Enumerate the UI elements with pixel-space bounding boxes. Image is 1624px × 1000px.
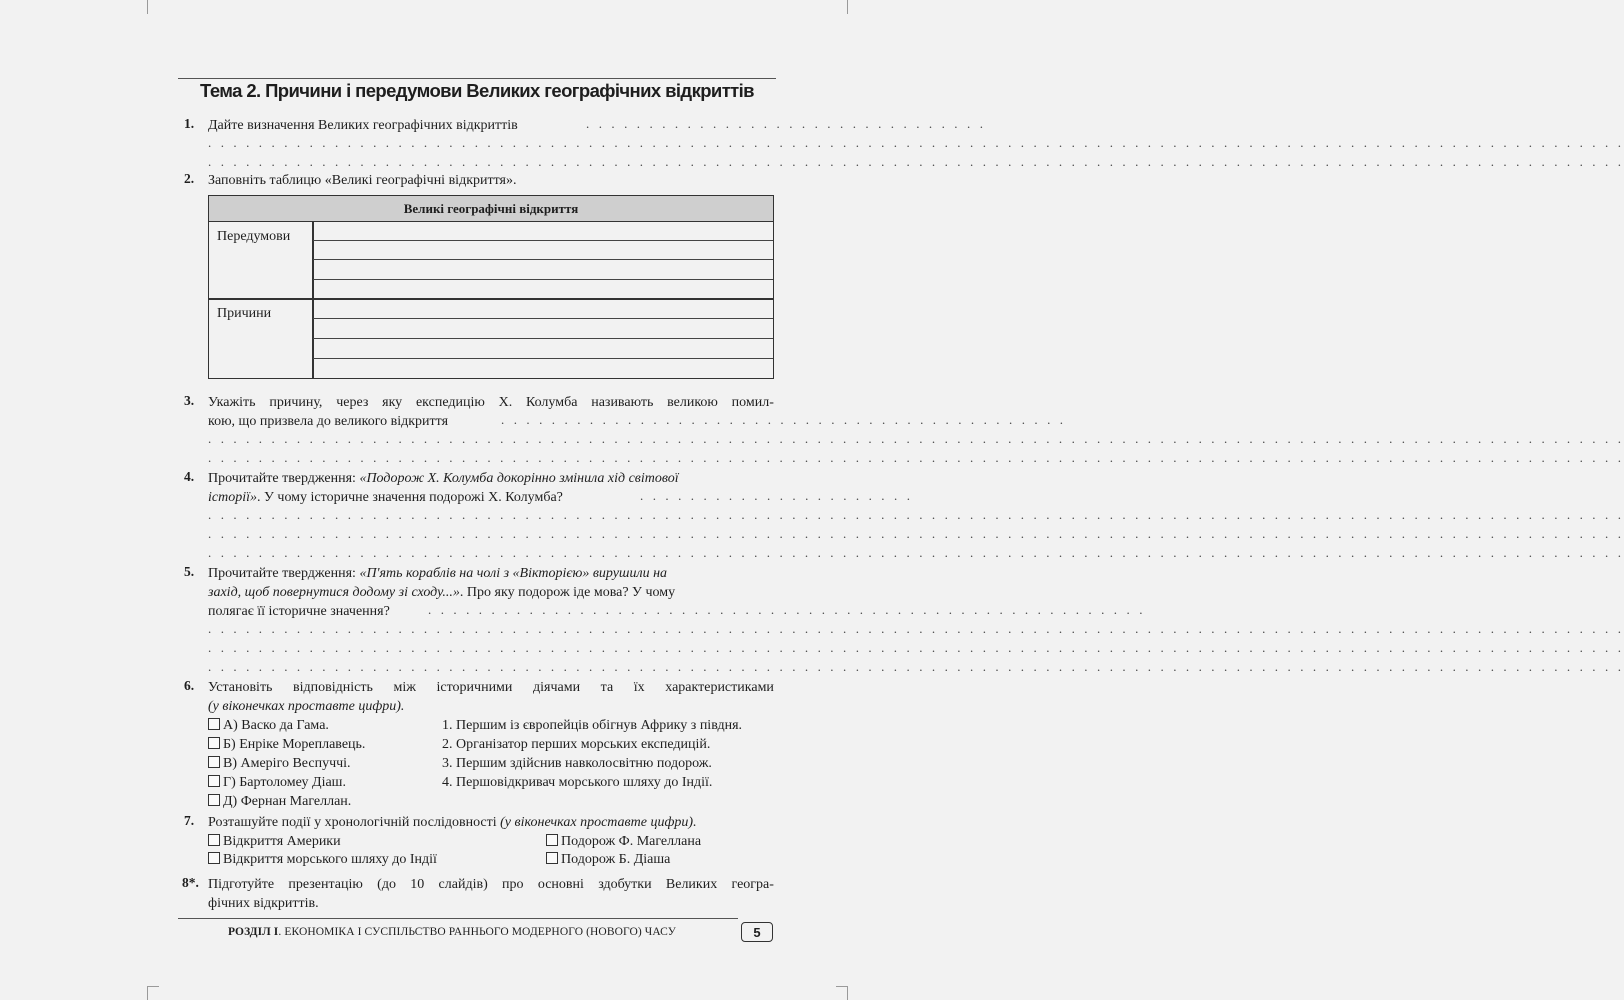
word: Установіть bbox=[208, 680, 273, 695]
match-option-g bbox=[208, 773, 346, 792]
word: експедицію bbox=[415, 395, 485, 410]
question-5-line-3: полягає її історичне значення? bbox=[208, 604, 390, 619]
quote-text: «Подорож Х. Колумба докорінно змінила хід світової bbox=[359, 471, 679, 486]
question-8-number: 8*. bbox=[182, 875, 199, 890]
table-row-label-preconditions: Передумови bbox=[217, 229, 291, 244]
footer-rule bbox=[178, 918, 738, 919]
word: їх bbox=[633, 680, 645, 695]
crop-mark bbox=[847, 0, 848, 14]
table-header: Великі географічні відкриття bbox=[209, 196, 773, 222]
answer-line[interactable]: . . . . . . . . . . . . . . . . . . . . . . . . . . . . . . . . bbox=[586, 116, 987, 131]
word: яку bbox=[382, 395, 403, 410]
match-option-a bbox=[208, 716, 329, 735]
quote-text: захід, щоб повернутися додому зі сходу...» bbox=[208, 585, 460, 600]
answer-line[interactable]: . . . . . . . . . . . . . . . . . . . . . . . . . . . . . . . . . . . . . . . . . . . . . . . . . . . . . . . . . . . . . . . . . . . . . . . . . . . . . . . . . . . . . . . . . . . . . . . . . . . . . . . . . . . . . . . . bbox=[208, 431, 1624, 446]
chronology-label: Відкриття Америки bbox=[223, 834, 341, 849]
chronology-item bbox=[208, 850, 437, 869]
word: називають bbox=[591, 395, 654, 410]
question-3-number: 3. bbox=[184, 393, 195, 408]
word: Укажіть bbox=[208, 395, 256, 410]
crop-mark bbox=[147, 0, 148, 14]
answer-checkbox[interactable] bbox=[546, 834, 558, 846]
chronology-label: Подорож Б. Діаша bbox=[561, 852, 671, 867]
word: (до bbox=[377, 877, 396, 892]
table-answer-line[interactable] bbox=[313, 240, 773, 241]
word: Підготуйте bbox=[208, 877, 275, 892]
chronology-item bbox=[546, 850, 670, 869]
question-6-line-2: (у віконечках проставте цифри). bbox=[208, 699, 405, 714]
match-description-2: 2. Організатор перших морських експедицій. bbox=[442, 737, 711, 752]
table-answer-line[interactable] bbox=[313, 318, 773, 319]
answer-line[interactable]: . . . . . . . . . . . . . . . . . . . . . . . . . . . . . . . . . . . . . . . . . . . . . . . . . . . . . . . . . . . . . . . . . . . . . . . . . . . . . . . . . . . . . . . . . . . . . . . . . . . . . . . . . . . . . . . . bbox=[208, 621, 1624, 636]
word: помил- bbox=[731, 395, 774, 410]
crop-mark bbox=[836, 986, 848, 987]
word: характеристиками bbox=[665, 680, 774, 695]
page-title: Тема 2. Причини і передумови Великих географічних відкриттів bbox=[200, 80, 754, 101]
word: історичними bbox=[436, 680, 513, 695]
match-label: Б) Енріке Мореплавець. bbox=[223, 737, 366, 752]
answer-line[interactable]: . . . . . . . . . . . . . . . . . . . . . . . . . . . . . . . . . . . . . . . . . . . . . . . . . . . . . . . . . . . . . . . . . . . . . . . . . . . . . . . . . . . . . . . . . . . . . . . . . . . . . . . . . . . . . . . . bbox=[208, 659, 1624, 674]
question-4-line-2 bbox=[208, 488, 563, 507]
word: діячами bbox=[533, 680, 581, 695]
chronology-item bbox=[546, 832, 701, 851]
chronology-label: Відкриття морського шляху до Індії bbox=[223, 852, 437, 867]
question-6-number: 6. bbox=[184, 678, 195, 693]
prompt-text: . У чому історичне значення подорожі Х. Колумба? bbox=[257, 490, 563, 505]
question-8-line-2: фічних відкриттів. bbox=[208, 896, 319, 911]
word: відповідність bbox=[293, 680, 373, 695]
word: здобутки bbox=[598, 877, 652, 892]
quote-text: «П'ять кораблів на чолі з «Вікторією» вирушили на bbox=[359, 566, 668, 581]
answer-line[interactable]: . . . . . . . . . . . . . . . . . . . . . . . . . . . . . . . . . . . . . . . . . . . . . . . . . . . . . . . . . . . . . . . . . . . . . . . . . . . . . . . . . . . . . . . . . . . . . . . . . . . . . . . . . . . . . . . . bbox=[208, 507, 1624, 522]
match-description-1: 1. Першим із європейців обігнув Африку з півдня. bbox=[442, 718, 743, 733]
word: великою bbox=[667, 395, 718, 410]
answer-line[interactable]: . . . . . . . . . . . . . . . . . . . . . . bbox=[640, 488, 914, 503]
answer-line[interactable]: . . . . . . . . . . . . . . . . . . . . . . . . . . . . . . . . . . . . . . . . . . . . . . . . . . . . . . . . . bbox=[428, 602, 1146, 617]
word: про bbox=[502, 877, 524, 892]
word: Колумба bbox=[525, 395, 578, 410]
match-label: Д) Фернан Магеллан. bbox=[223, 794, 352, 809]
table-divider bbox=[209, 298, 773, 300]
answer-line[interactable]: . . . . . . . . . . . . . . . . . . . . . . . . . . . . . . . . . . . . . . . . . . . . . . . . . . . . . . . . . . . . . . . . . . . . . . . . . . . . . . . . . . . . . . . . . . . . . . . . . . . . . . . . . . . . . . . . bbox=[208, 154, 1624, 169]
prompt-text: Прочитайте твердження: bbox=[208, 566, 360, 581]
question-3-line-1 bbox=[208, 393, 774, 412]
answer-line[interactable]: . . . . . . . . . . . . . . . . . . . . . . . . . . . . . . . . . . . . . . . . . . . . . . . . . . . . . . . . . . . . . . . . . . . . . . . . . . . . . . . . . . . . . . . . . . . . . . . . . . . . . . . . . . . . . . . . bbox=[208, 450, 1624, 465]
table-answer-line[interactable] bbox=[313, 259, 773, 260]
chronology-label: Подорож Ф. Магеллана bbox=[561, 834, 702, 849]
question-6-line-1 bbox=[208, 678, 774, 697]
footer-section: РОЗДІЛ І bbox=[228, 926, 279, 938]
prompt-text: . Про яку подорож іде мова? У чому bbox=[459, 585, 676, 600]
table-answer-line[interactable] bbox=[313, 338, 773, 339]
question-1-number: 1. bbox=[184, 116, 195, 131]
table-row-label-causes: Причини bbox=[217, 306, 272, 321]
match-label: В) Амеріго Веспуччі. bbox=[223, 756, 351, 771]
footer-text: . ЕКОНОМІКА І СУСПІЛЬСТВО РАННЬОГО МОДЕРНОГО (НОВОГО) ЧАСУ bbox=[278, 926, 677, 938]
question-4-number: 4. bbox=[184, 469, 195, 484]
table-divider bbox=[312, 221, 314, 378]
word: слайдів) bbox=[438, 877, 488, 892]
match-description-3: 3. Першим здійснив навколосвітню подорож. bbox=[442, 756, 712, 771]
question-8-line-1 bbox=[208, 875, 774, 894]
question-7-text bbox=[208, 813, 697, 832]
match-option-v bbox=[208, 754, 351, 773]
question-5-number: 5. bbox=[184, 564, 195, 579]
running-footer bbox=[228, 926, 676, 938]
prompt-text: Прочитайте твердження: bbox=[208, 471, 360, 486]
question-7-number: 7. bbox=[184, 813, 195, 828]
quote-text: історії» bbox=[208, 490, 257, 505]
match-label: Г) Бартоломеу Діаш. bbox=[223, 775, 346, 790]
answer-checkbox[interactable] bbox=[208, 737, 220, 749]
question-3-line-2: кою, що призвела до великого відкриття bbox=[208, 414, 449, 429]
match-description-4: 4. Першовідкривач морського шляху до Індії. bbox=[442, 775, 713, 790]
match-label: А) Васко да Гама. bbox=[223, 718, 329, 733]
answer-line[interactable]: . . . . . . . . . . . . . . . . . . . . . . . . . . . . . . . . . . . . . . . . . . . . . . . . . . . . . . . . . . . . . . . . . . . . . . . . . . . . . . . . . . . . . . . . . . . . . . . . . . . . . . . . . . . . . . . . bbox=[208, 135, 1624, 150]
word: причину, bbox=[269, 395, 323, 410]
answer-line[interactable]: . . . . . . . . . . . . . . . . . . . . . . . . . . . . . . . . . . . . . . . . . . . . . . . . . . . . . . . . . . . . . . . . . . . . . . . . . . . . . . . . . . . . . . . . . . . . . . . . . . . . . . . . . . . . . . . . bbox=[208, 526, 1624, 541]
crop-mark bbox=[847, 986, 848, 1000]
answer-line[interactable]: . . . . . . . . . . . . . . . . . . . . . . . . . . . . . . . . . . . . . . . . . . . . . bbox=[501, 412, 1067, 427]
match-option-b bbox=[208, 735, 365, 754]
worksheet-page bbox=[178, 70, 1624, 950]
answer-checkbox[interactable] bbox=[208, 794, 220, 806]
answer-checkbox[interactable] bbox=[208, 852, 220, 864]
word: між bbox=[393, 680, 416, 695]
word: Великих bbox=[665, 877, 718, 892]
word: Х. bbox=[498, 395, 513, 410]
answer-checkbox[interactable] bbox=[208, 718, 220, 730]
answer-checkbox[interactable] bbox=[208, 775, 220, 787]
title-rule bbox=[178, 78, 776, 79]
prompt-text: Розташуйте події у хронологічній послідовності bbox=[208, 815, 501, 830]
word: та bbox=[600, 680, 614, 695]
crop-mark bbox=[147, 986, 159, 987]
answer-checkbox[interactable] bbox=[208, 756, 220, 768]
word: 10 bbox=[410, 877, 425, 892]
question-5-line-1 bbox=[208, 564, 667, 583]
word: основні bbox=[537, 877, 584, 892]
discoveries-table bbox=[208, 195, 774, 379]
answer-checkbox[interactable] bbox=[208, 834, 220, 846]
answer-checkbox[interactable] bbox=[546, 852, 558, 864]
chronology-item bbox=[208, 832, 341, 851]
question-2-text: Заповніть таблицю «Великі географічні відкриття». bbox=[208, 173, 517, 188]
word: через bbox=[336, 395, 369, 410]
answer-line[interactable]: . . . . . . . . . . . . . . . . . . . . . . . . . . . . . . . . . . . . . . . . . . . . . . . . . . . . . . . . . . . . . . . . . . . . . . . . . . . . . . . . . . . . . . . . . . . . . . . . . . . . . . . . . . . . . . . . bbox=[208, 640, 1624, 655]
page-number: 5 bbox=[741, 922, 773, 942]
table-answer-line[interactable] bbox=[313, 279, 773, 280]
instruction-text: (у віконечках проставте цифри). bbox=[500, 815, 697, 830]
answer-line[interactable]: . . . . . . . . . . . . . . . . . . . . . . . . . . . . . . . . . . . . . . . . . . . . . . . . . . . . . . . . . . . . . . . . . . . . . . . . . . . . . . . . . . . . . . . . . . . . . . . . . . . . . . . . . . . . . . . . bbox=[208, 545, 1624, 560]
question-2-number: 2. bbox=[184, 171, 195, 186]
word: геогра- bbox=[731, 877, 774, 892]
question-4-line-1 bbox=[208, 469, 679, 488]
crop-mark bbox=[147, 986, 148, 1000]
table-answer-line[interactable] bbox=[313, 358, 773, 359]
question-5-line-2 bbox=[208, 583, 675, 602]
word: презентацію bbox=[288, 877, 363, 892]
match-option-d bbox=[208, 792, 351, 811]
question-1-text: Дайте визначення Великих географічних відкриттів bbox=[208, 118, 518, 133]
